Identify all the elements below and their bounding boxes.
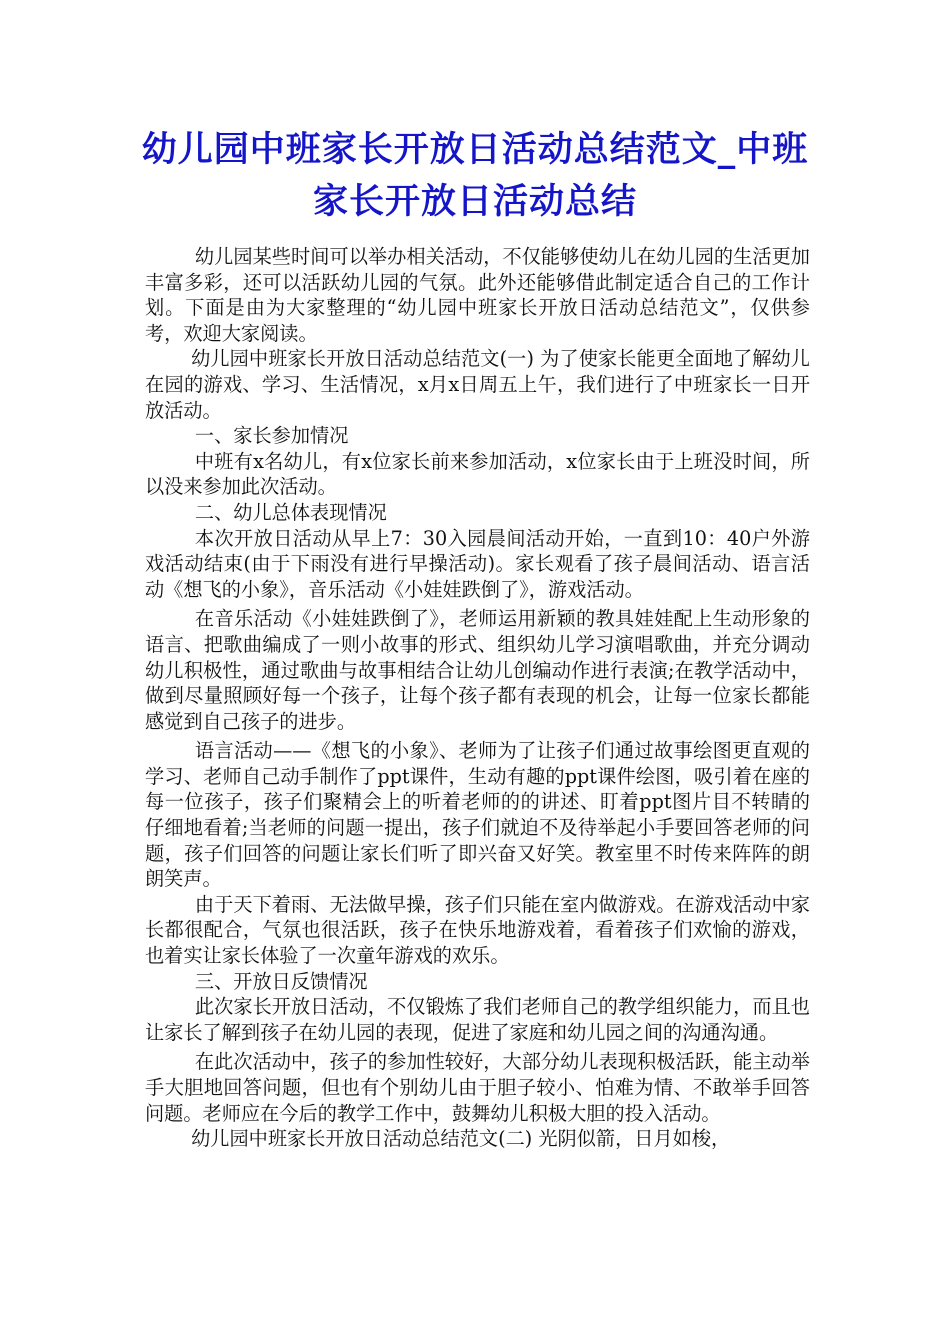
paragraph-schedule: 本次开放日活动从早上7：30入园晨间活动开始，一直到10：40户外游戏活动结束(由于下雨没有进行早操活动)。家长观看了孩子晨间活动、语言活动《想飞的小象》，音乐活动《小娃娃跌倒了》，游戏活动。 [145,526,810,601]
document-body [145,244,810,1152]
paragraph-music-activity: 在音乐活动《小娃娃跌倒了》，老师运用新颖的教具娃娃配上生动形象的语言、把歌曲编成了一则小故事的形式、组织幼儿学习演唱歌曲，并充分调动幼儿积极性，通过歌曲与故事相结合让幼儿创编动作进行表演;在教学活动中，做到尽量照顾好每一个孩子，让每个孩子都有表现的机会，让每一位家长都能感觉到自己孩子的进步。 [145,607,810,733]
paragraph-feedback: 此次家长开放日活动，不仅锻炼了我们老师自己的教学组织能力，而且也让家长了解到孩子在幼儿园的表现，促进了家庭和幼儿园之间的沟通沟通。 [145,995,810,1044]
paragraph-attendance: 中班有x名幼儿，有x位家长前来参加活动，x位家长由于上班没时间，所以没来参加此次活动。 [145,449,810,499]
paragraph-participation: 在此次活动中，孩子的参加性较好，大部分幼儿表现积极活跃，能主动举手大胆地回答问题，但也有个别幼儿由于胆子较小、怕难为情、不敢举手回答问题。老师应在今后的教学工作中，鼓舞幼儿积极大胆的投入活动。 [145,1050,810,1125]
document-title: 幼儿园中班家长开放日活动总结范文_中班家长开放日活动总结 [141,129,809,222]
section-heading-parent-attendance: 一、家长参加情况 [194,424,349,448]
paragraph-article-one-intro: 幼儿园中班家长开放日活动总结范文(一) 为了使家长能更全面地了解幼儿在园的游戏、学习、生活情况，x月x日周五上午，我们进行了中班家长一日开放活动。 [145,347,810,422]
section-heading-child-performance: 二、幼儿总体表现情况 [194,500,387,524]
paragraph-intro: 幼儿园某些时间可以举办相关活动，不仅能够使幼儿在幼儿园的生活更加丰富多彩，还可以活跃幼儿园的气氛。此外还能够借此制定适合自己的工作计划。下面是由为大家整理的“幼儿园中班家长开放日活动总结范文”，仅供参考，欢迎大家阅读。 [145,245,810,345]
paragraph-language-activity: 语言活动——《想飞的小象》、老师为了让孩子们通过故事绘图更直观的学习、老师自己动手制作了ppt课件，生动有趣的ppt课件绘图，吸引着在座的每一位孩子，孩子们聚精会上的听着老师的的讲述、盯着ppt图片目不转睛的仔细地看着;当老师的问题一提出，孩子们就迫不及待举起小手要回答老师的问题，孩子们回答的问题让家长们听了即兴奋又好笑。教室里不时传来阵阵的朗朗笑声。 [145,739,810,891]
paragraph-indoor-games: 由于天下着雨、无法做早操，孩子们只能在室内做游戏。在游戏活动中家长都很配合，气氛也很活跃，孩子在快乐地游戏着，看着孩子们欢愉的游戏，也着实让家长体验了一次童年游戏的欢乐。 [145,892,810,968]
paragraph-article-two-intro: 幼儿园中班家长开放日活动总结范文(二) 光阴似箭，日月如梭， [191,1127,731,1151]
section-heading-feedback: 三、开放日反馈情况 [194,969,368,993]
